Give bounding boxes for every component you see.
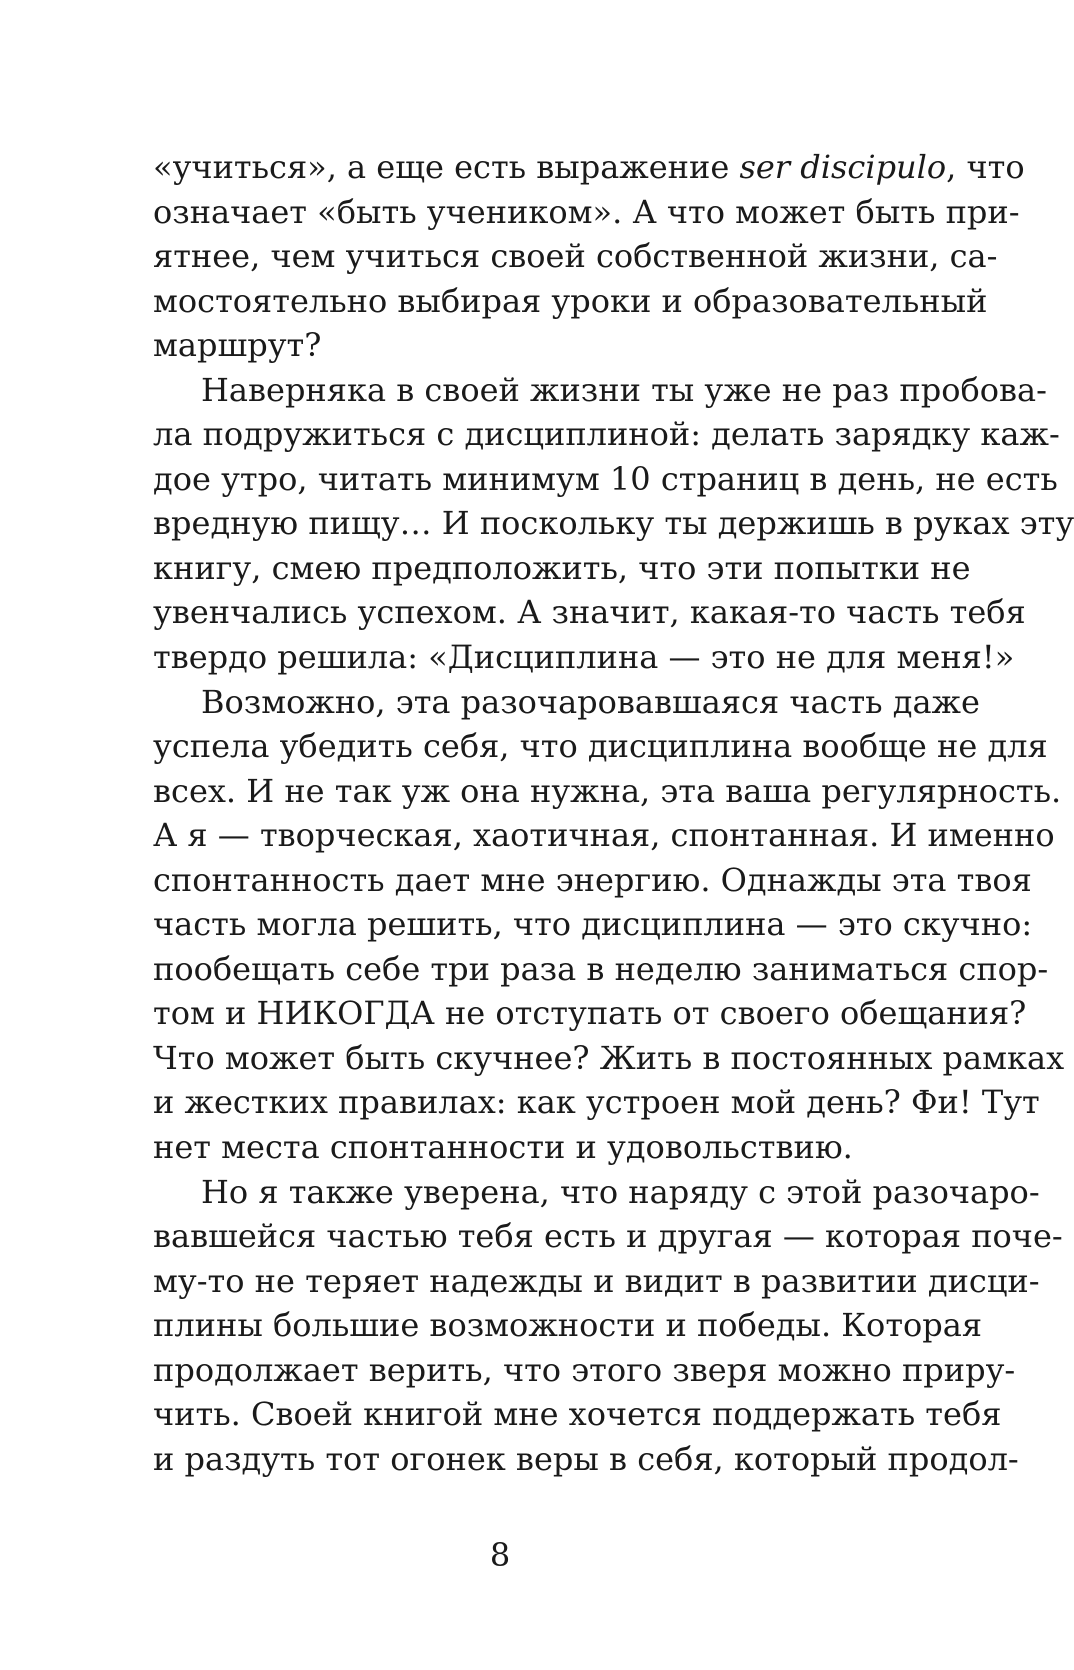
- text-line-17: спонтанность дает мне энергию. Однажды эта твоя: [153, 860, 1032, 899]
- text-line-20: том и НИКОГДА не отступать от своего обещания?: [153, 994, 1027, 1033]
- text-line-10: книгу, смею предположить, что эти попытки не: [153, 548, 971, 587]
- text-line-23: нет места спонтанности и удовольствию.: [153, 1128, 853, 1167]
- text-line-24: Но я также уверена, что наряду с этой разочаро-: [201, 1172, 1040, 1211]
- text-line-27: плины большие возможности и победы. Которая: [153, 1306, 983, 1345]
- text-line-1: «учиться», а еще есть выражение ser discipulo, что: [153, 148, 1025, 186]
- text-line-19: пообещать себе три раза в неделю заниматься спор-: [153, 949, 1049, 988]
- text-line-30: и раздуть тот огонек веры в себя, который продол-: [153, 1439, 1019, 1478]
- text-line-26: му-то не теряет надежды и видит в развитии дисци-: [153, 1261, 1040, 1300]
- text-line-15: всех. И не так уж она нужна, эта ваша регулярность.: [153, 771, 1062, 810]
- italic-phrase: ser discipulo: [739, 148, 947, 186]
- text-line-13: Возможно, эта разочаровавшаяся часть даже: [201, 682, 980, 721]
- text-line-16: А я — творческая, хаотичная, спонтанная. И именно: [153, 816, 1055, 855]
- body-text: [153, 145, 1074, 1481]
- text-line-4: мостоятельно выбирая уроки и образовательный: [153, 281, 988, 320]
- text-line-7: ла подружиться с дисциплиной: делать зарядку каж-: [153, 415, 1060, 454]
- text-line-28: продолжает верить, что этого зверя можно приру-: [153, 1350, 1016, 1389]
- text-line-18: часть могла решить, что дисциплина — это скучно:: [153, 905, 1033, 944]
- text-line-29: чить. Своей книгой мне хочется поддержать тебя: [153, 1395, 1002, 1434]
- text-line-3: ятнее, чем учиться своей собственной жизни, са-: [153, 237, 998, 276]
- text-line-8: дое утро, читать минимум 10 страниц в день, не есть: [153, 459, 1058, 498]
- text-line-6: Наверняка в своей жизни ты уже не раз пробова-: [201, 370, 1047, 409]
- page-number: 8: [489, 1536, 511, 1574]
- text-line-25: вавшейся частью тебя есть и другая — которая поче-: [153, 1217, 1063, 1256]
- text-line-14: успела убедить себя, что дисциплина вообще не для: [153, 727, 1048, 766]
- text-line-2: означает «быть учеником». А что может быть при-: [153, 192, 1020, 231]
- text-line-22: и жестких правилах: как устроен мой день? Фи! Тут: [153, 1083, 1040, 1122]
- text-line-9: вредную пищу… И поскольку ты держишь в руках эту: [153, 504, 1074, 543]
- text-line-5: маршрут?: [153, 326, 322, 365]
- text-line-11: увенчались успехом. А значит, какая-то часть тебя: [153, 593, 1026, 632]
- text-line-21: Что может быть скучнее? Жить в постоянных рамках: [153, 1038, 1065, 1077]
- text-line-12: твердо решила: «Дисциплина — это не для меня!»: [153, 638, 1015, 677]
